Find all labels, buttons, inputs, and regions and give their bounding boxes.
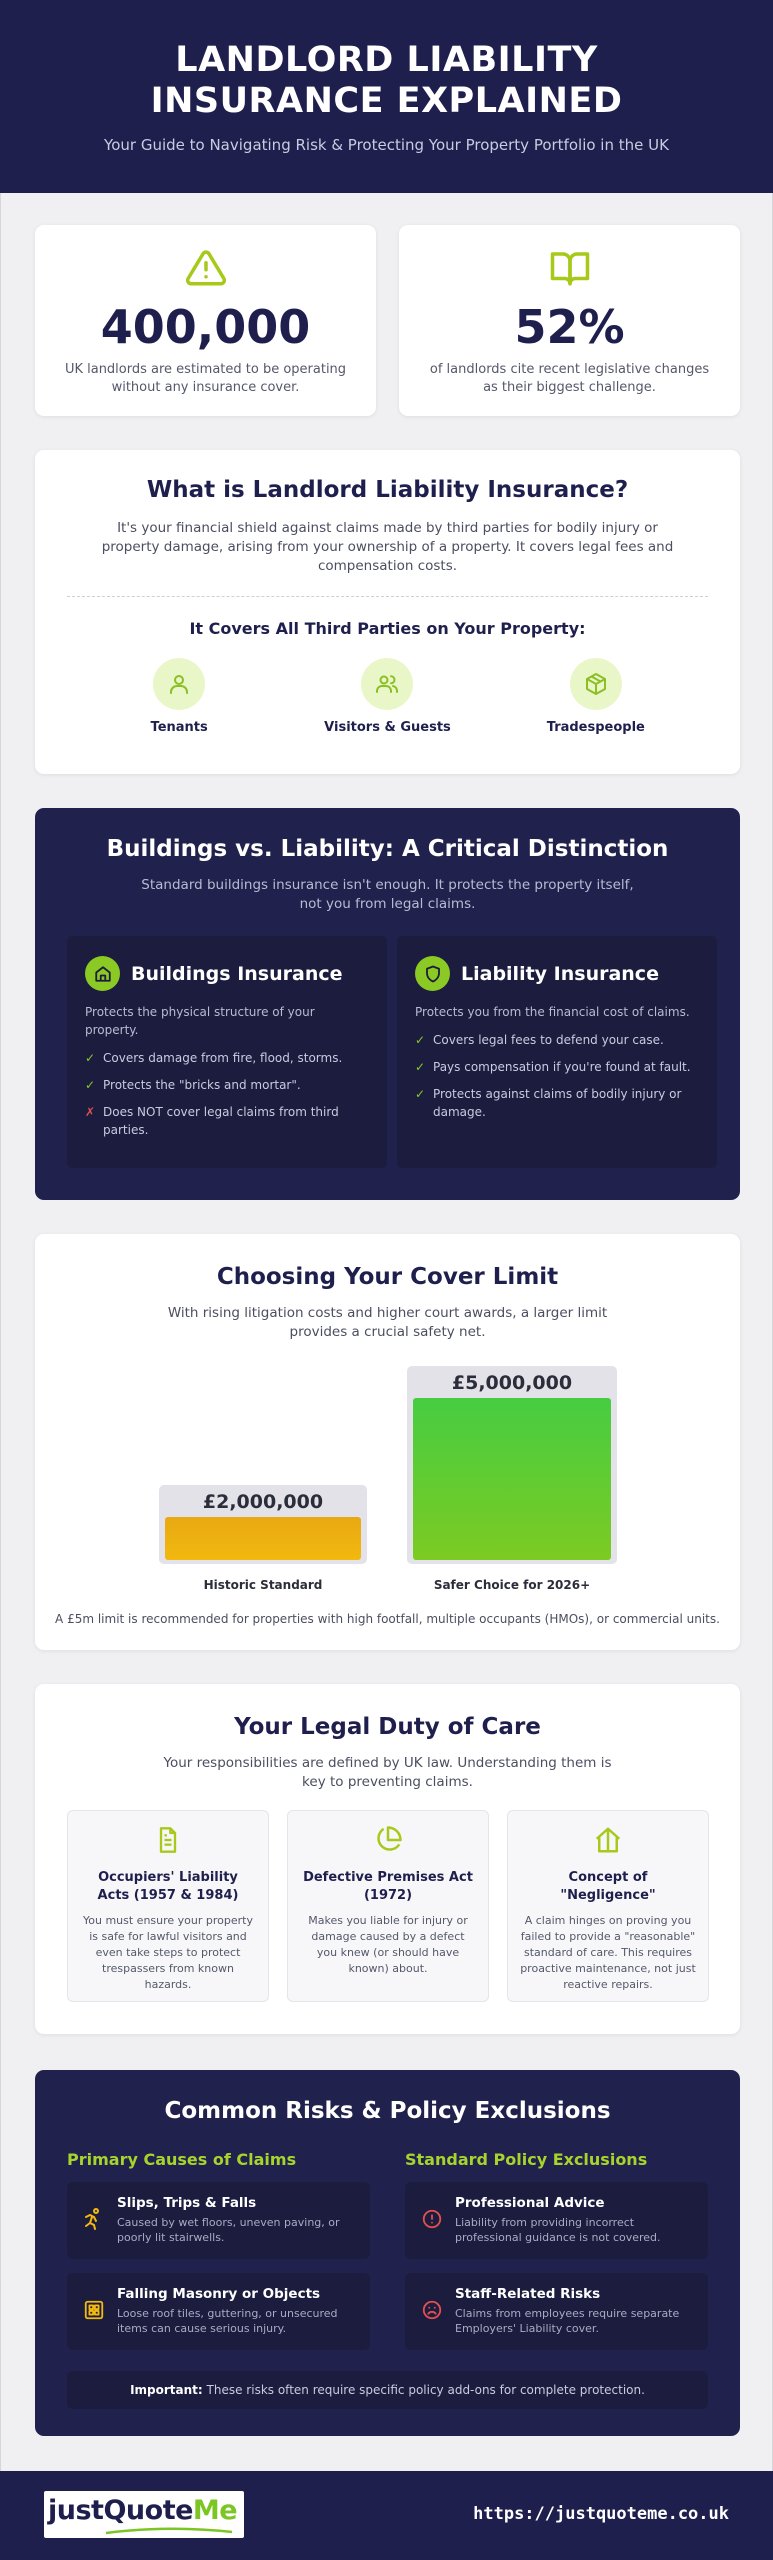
duty-occupiers-liability (67, 1810, 269, 2002)
stat-description: UK landlords are estimated to be operating without any insurance cover. (64, 362, 347, 395)
list-item: ✓ Protects the "bricks and mortar". (85, 1078, 301, 1092)
list-item: ✓ Pays compensation if you're found at fault. (415, 1060, 691, 1074)
exclusion-professional-advice (405, 2182, 708, 2259)
duty-title: Defective Premises Act (1972) (303, 1870, 473, 1903)
pie-chart-icon (300, 1825, 476, 1859)
risk-falling-masonry (67, 2273, 370, 2350)
exclusion-body: Liability from providing incorrect professional guidance is not covered. (455, 2216, 661, 2244)
page-title (0, 40, 773, 122)
party-tenants (99, 658, 259, 735)
page-subtitle: Your Guide to Navigating Risk & Protecting Your Property Portfolio in the UK (104, 136, 669, 154)
card-description: Protects you from the financial cost of claims. (415, 1005, 690, 1019)
important-text: These risks often require specific policy add-ons for complete protection. (202, 2383, 645, 2397)
liability-insurance-card (397, 936, 717, 1168)
justquoteme-logo[interactable]: justQuoteMe (44, 2491, 244, 2538)
party-visitors (307, 658, 467, 735)
exclusion-title: Staff-Related Risks (455, 2286, 601, 2302)
duty-body: A claim hinges on proving you failed to provide a "reasonable" standard of care. This requires proactive maintenance, not just reactive repairs. (520, 1914, 696, 1991)
section-intro: It's your financial shield against claims made by third parties for bodily injury or property damage, arising from your ownership of a property. It covers legal fees and compensation costs. (101, 520, 674, 574)
bar-category-label: Historic Standard (203, 1578, 323, 1592)
exclusion-staff-related (405, 2273, 708, 2350)
important-note (67, 2371, 708, 2409)
party-label: Tenants (150, 720, 208, 735)
cross-icon: ✗ (85, 1105, 96, 1119)
stat-card-legislation (399, 225, 740, 416)
masonry-icon (81, 2297, 107, 2323)
covers-title: It Covers All Third Parties on Your Property: (189, 619, 586, 638)
parties-list (35, 658, 740, 735)
exclusion-body: Claims from employees require separate Employers' Liability cover. (455, 2307, 680, 2335)
buildings-insurance-card (67, 936, 387, 1168)
risk-title: Slips, Trips & Falls (117, 2195, 257, 2211)
section-title: Choosing Your Cover Limit (216, 1264, 559, 1290)
stat-value: 52% (514, 300, 625, 354)
party-tradespeople (516, 658, 676, 735)
section-title: Your Legal Duty of Care (234, 1714, 541, 1740)
stat-card-uninsured (35, 225, 376, 416)
cover-limit-section (35, 1234, 740, 1650)
duty-of-care-section (35, 1684, 740, 2034)
party-label: Tradespeople (546, 720, 645, 735)
check-icon: ✓ (415, 1033, 426, 1047)
check-icon: ✓ (85, 1051, 96, 1065)
section-title: Buildings vs. Liability: A Critical Distinction (106, 836, 669, 862)
list-item: ✓ Covers legal fees to defend your case. (415, 1033, 664, 1047)
section-subtitle: Your responsibilities are defined by UK law. Understanding them is key to preventing claims. (163, 1755, 612, 1790)
list-item: ✗ Does NOT cover legal claims from third parties. (85, 1105, 339, 1137)
exclusion-title: Professional Advice (455, 2195, 605, 2211)
alert-circle-icon (419, 2206, 445, 2232)
duty-body: Makes you liable for injury or damage caused by a defect you knew (or should have known) about. (308, 1914, 468, 1975)
website-link[interactable]: https://justquoteme.co.uk (473, 2504, 729, 2524)
duty-title: Occupiers' Liability Acts (1957 & 1984) (97, 1870, 239, 1903)
stat-value: 400,000 (100, 300, 311, 354)
people-icon (361, 658, 413, 710)
section-title: What is Landlord Liability Insurance? (146, 477, 629, 503)
duty-defective-premises (287, 1810, 489, 2002)
duty-title: Concept of "Negligence" (560, 1870, 656, 1903)
bar-category-label: Safer Choice for 2026+ (433, 1578, 591, 1592)
warning-triangle-icon (35, 247, 376, 291)
footer (0, 2471, 773, 2560)
duty-body: You must ensure your property is safe for lawful visitors and even take steps to protect trespassers from known hazards. (83, 1914, 253, 1991)
bar-1 (159, 1485, 367, 1564)
card-description: Protects the physical structure of your property. (85, 1005, 315, 1037)
card-title: Buildings Insurance (131, 962, 343, 985)
title-line-2: INSURANCE EXPLAINED (150, 81, 623, 121)
slip-icon (81, 2206, 107, 2232)
list-item: ✓ Protects against claims of bodily injury or damage. (415, 1087, 682, 1119)
bar-fill (165, 1517, 361, 1560)
risks-exclusions-section (35, 2070, 740, 2436)
duty-negligence (507, 1810, 709, 2002)
person-icon (153, 658, 205, 710)
section-subtitle: Standard buildings insurance isn't enough. It protects the property itself, not you from legal claims. (141, 877, 634, 912)
what-is-section (35, 450, 740, 774)
open-book-icon (399, 247, 740, 291)
check-icon: ✓ (85, 1078, 96, 1092)
list-item: ✓ Covers damage from fire, flood, storms. (85, 1051, 343, 1065)
bar-fill (413, 1398, 611, 1560)
feature-list (415, 1031, 699, 1121)
bar-2 (407, 1366, 617, 1564)
main-content (0, 193, 773, 2471)
risk-body: Caused by wet floors, uneven paving, or poorly lit stairwells. (117, 2216, 340, 2244)
party-label: Visitors & Guests (324, 720, 451, 735)
frown-icon (419, 2297, 445, 2323)
card-title: Liability Insurance (461, 962, 659, 985)
hero-header (0, 0, 773, 193)
section-title: Common Risks & Policy Exclusions (164, 2098, 611, 2124)
bar-value-label: £2,000,000 (202, 1491, 324, 1513)
shield-icon (415, 956, 450, 991)
title-line-1: LANDLORD LIABILITY (175, 40, 598, 80)
stat-description: of landlords cite recent legislative changes as their biggest challenge. (429, 362, 710, 395)
risk-body: Loose roof tiles, guttering, or unsecured items can cause serious injury. (117, 2307, 338, 2335)
risk-slips-trips-falls (67, 2182, 370, 2259)
exclusions-heading: Standard Policy Exclusions (405, 2150, 648, 2169)
risk-title: Falling Masonry or Objects (117, 2286, 321, 2302)
bar-value-label: £5,000,000 (451, 1372, 573, 1394)
check-icon: ✓ (415, 1087, 426, 1101)
feature-list (85, 1049, 369, 1139)
section-subtitle: With rising litigation costs and higher court awards, a larger limit provides a crucial safety net. (167, 1305, 608, 1340)
causes-heading: Primary Causes of Claims (67, 2150, 297, 2169)
house-outline-icon (520, 1825, 696, 1859)
document-icon (80, 1825, 256, 1859)
buildings-vs-liability-section (35, 808, 740, 1200)
house-icon (85, 956, 120, 991)
cover-note: A £5m limit is recommended for properties with high footfall, multiple occupants (HMOs), or commercial units. (55, 1612, 720, 1626)
important-label: Important: (130, 2383, 203, 2397)
check-icon: ✓ (415, 1060, 426, 1074)
package-icon (570, 658, 622, 710)
dashed-divider (67, 596, 708, 597)
